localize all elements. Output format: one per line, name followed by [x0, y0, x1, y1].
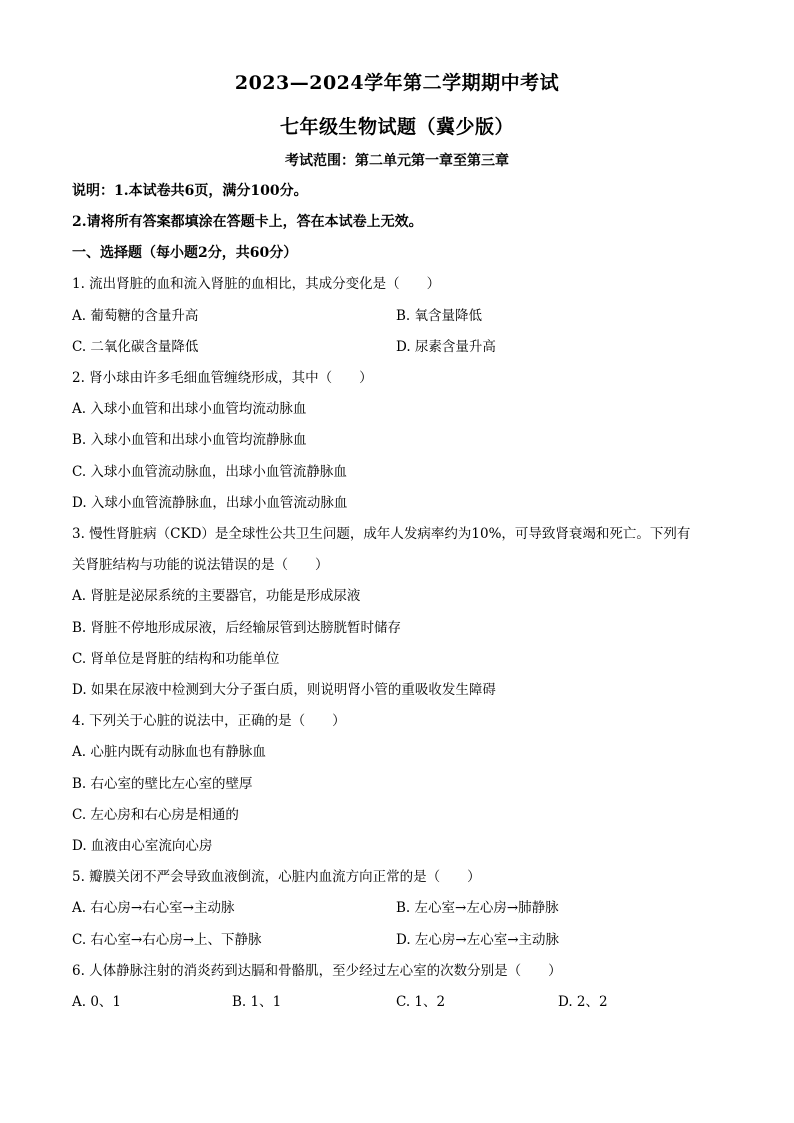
question-4-option-c: C. 左心房和右心房是相通的: [72, 807, 239, 823]
question-3-stem-line1: 3. 慢性肾脏病（CKD）是全球性公共卫生问题，成年人发病率约为10%，可导致肾衰竭和死亡。下列有: [72, 526, 691, 542]
exam-subtitle: 七年级生物试题（冀少版）: [279, 116, 514, 138]
question-6-option-a: A. 0、1: [72, 994, 122, 1010]
section-heading: 一、选择题（每小题2分，共60分）: [72, 245, 298, 261]
exam-scope: 考试范围：第二单元第一章至第三章: [285, 153, 509, 169]
note-1: 说明：1.本试卷共6页，满分100分。: [72, 183, 308, 199]
question-1-option-b: B. 氧含量降低: [396, 308, 483, 324]
exam-title: 2023—2024学年第二学期期中考试: [234, 72, 560, 94]
question-5-stem: 5. 瓣膜关闭不严会导致血液倒流，心脏内血流方向正常的是（ ）: [72, 869, 481, 885]
question-6-option-c: C. 1、2: [396, 994, 446, 1010]
question-1-option-a: A. 葡萄糖的含量升高: [72, 308, 199, 324]
question-3-option-a: A. 肾脏是泌尿系统的主要器官，功能是形成尿液: [72, 588, 361, 604]
question-2-option-d: D. 入球小血管流静脉血，出球小血管流动脉血: [72, 495, 348, 511]
question-1-option-c: C. 二氧化碳含量降低: [72, 339, 199, 355]
question-2-option-a: A. 入球小血管和出球小血管均流动脉血: [72, 401, 307, 417]
question-6-option-b: B. 1、1: [232, 994, 282, 1010]
question-2-stem: 2. 肾小球由许多毛细血管缠绕形成，其中（ ）: [72, 370, 373, 386]
question-1-stem: 1. 流出肾脏的血和流入肾脏的血相比，其成分变化是（ ）: [72, 276, 441, 292]
question-1-option-d: D. 尿素含量升高: [396, 339, 496, 355]
question-4-option-a: A. 心脏内既有动脉血也有静脉血: [72, 744, 266, 760]
question-5-option-c: C. 右心室→右心房→上、下静脉: [72, 932, 262, 948]
question-4-option-d: D. 血液由心室流向心房: [72, 838, 213, 854]
question-3-option-c: C. 肾单位是肾脏的结构和功能单位: [72, 651, 280, 667]
question-5-option-a: A. 右心房→右心室→主动脉: [72, 900, 235, 916]
question-4-stem: 4. 下列关于心脏的说法中，正确的是（ ）: [72, 713, 346, 729]
question-2-option-c: C. 入球小血管流动脉血，出球小血管流静脉血: [72, 464, 347, 480]
question-5-option-b: B. 左心室→左心房→肺静脉: [396, 900, 559, 916]
question-3-option-b: B. 肾脏不停地形成尿液，后经输尿管到达膀胱暂时储存: [72, 620, 402, 636]
question-4-option-b: B. 右心室的壁比左心室的壁厚: [72, 776, 253, 792]
note-2: 2.请将所有答案都填涂在答题卡上，答在本试卷上无效。: [72, 214, 423, 230]
question-3-option-d: D. 如果在尿液中检测到大分子蛋白质，则说明肾小管的重吸收发生障碍: [72, 682, 496, 698]
question-3-stem-line2: 关肾脏结构与功能的说法错误的是（ ）: [72, 557, 329, 573]
question-6-option-d: D. 2、2: [558, 994, 608, 1010]
question-6-stem: 6. 人体静脉注射的消炎药到达膈和骨骼肌，至少经过左心室的次数分别是（ ）: [72, 963, 562, 979]
question-5-option-d: D. 左心房→左心室→主动脉: [396, 932, 560, 948]
question-2-option-b: B. 入球小血管和出球小血管均流静脉血: [72, 432, 307, 448]
